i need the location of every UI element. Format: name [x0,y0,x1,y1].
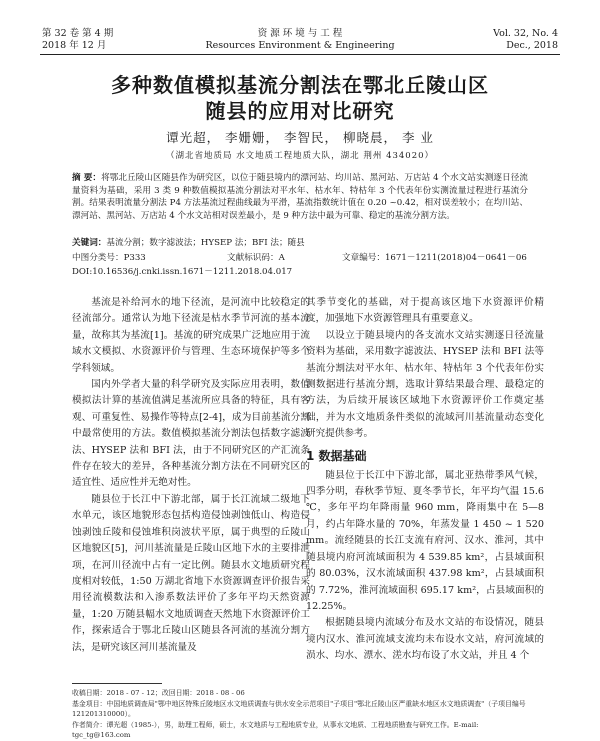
affiliation: （湖北省地质局 水文地质工程地质大队，湖北 荆州 434020） [165,151,435,161]
header-right [493,28,558,52]
date-en: Dec., 2018 [506,40,558,51]
volume-issue-cn: 第 32 卷 第 4 期 [42,28,114,39]
body-paragraph: 国内外学者大量的科学研究及实际应用表明，数值模拟法计算的基流值满足基流所应具备的特征，具有客观、可重复性、易操作等特点[2-4]，成为目前基流分割中最常使用的方法。数值模拟基流分割法包括数字滤波法、HYSEP 法和 BFI 法，由于不同研究区的产汇流条件存在较大的差异，各种基流分割方法在不同研究区的适宜性、适应性并无绝对性。 [72,379,310,489]
keywords-text: 基流分割；数字滤波法；HYSEP 法；BFI 法；随县 [106,238,305,248]
clc-number: 中图分类号：P333 [72,253,146,263]
volume-issue-en: Vol. 32, No. 4 [493,28,558,39]
body-paragraph: 以设立于随县境内的各支流水文站实测逐日径流量资料为基础，采用数字滤波法、HYSEP 法和 BFI 法等基流分割法对平水年、枯水年、特枯年 3 个代表年份实测数据进行基流分割，选取计算结果最合理、最稳定的方法，为后续开展该区域地下水资源评价工作奠定基础，并为水文地质条件类似的流域河川基流量动态变化研究提供参考。 [306,329,544,440]
body-column-right [306,295,544,665]
journal-name-cn: 资 源 环 境 与 工 程 [257,28,343,39]
title-line-1: 多种数值模拟基流分割法在鄂北丘陵山区 [111,73,489,97]
title-line-2: 随县的应用对比研究 [205,99,395,123]
paper-title [0,72,600,124]
body-paragraph: 其季节变化的基础，对于提高该区地下水资源评价精度，加强地下水资源管理具有重要意义。 [306,297,544,325]
section-heading: 1 数据基础 [306,448,367,463]
abstract-label: 摘 要： [72,173,102,183]
footnote-divider [72,683,162,684]
footnote-funding: 基金项目：中国地质调查局"鄂中地区特殊丘陵地区水文地质调查与供水安全示范项目"子项目"鄂北丘陵山区严重缺水地区水文地质调查"（子项目编号 121201310000）。 [72,699,526,719]
article-number: 文章编号：1671－1211(2018)04－0641－06 [342,253,527,263]
document-code: 文献标识码：A [227,253,285,263]
footnotes [72,688,528,741]
body-paragraph: 随县位于长江中下游北部，属于长江流域二级地下水单元，该区地貌形态包括构造侵蚀剥蚀低山、构造侵蚀剥蚀丘陵和侵蚀堆积岗波状平原，属于典型的丘陵山区地貌区[5]，河川基流量是丘陵山区地下水的主要排泄项，在河川径流中占有一定比例。随县水文地质研究程度相对较低，1:50 万湖北省地下水资源调查评价报告采用径流模数法和入渗系数法评价了多年平均天然资源量，1:20 万随县幅水文地质调查天然地下水资源评价工作，探索适合于鄂北丘陵山区随县各河流的基流分割方法，是研究该区河川基流量及 [72,493,310,653]
header-divider [40,54,560,55]
keywords-label: 关键词： [72,238,107,248]
body-paragraph: 根据随县境内流域分布及水文站的布设情况，随县境内汉水、淮河流域支流均未布设水文站，府河流域的涢水、均水、漂水、溠水均布设了水文站，并且 4 个 [306,617,544,662]
author-list: 谭光超， 李姗姗， 李智民， 柳晓晨， 李 业 [166,130,434,145]
doi: DOI:10.16536/j.cnki.issn.1671－1211.2018.04.017 [72,267,293,277]
footnote-received: 收稿日期：2018 - 07 - 12；改回日期：2018 - 08 - 06 [72,689,245,697]
journal-name-en: Resources Environment & Engineering [205,40,395,51]
body-paragraph: 基流是补给河水的地下径流，是河流中比较稳定的径流部分。通常认为地下径流是枯水季节河流的基本流量，故称其为基流[1]。基流的研究成果广泛地应用于流域水文模拟、水资源评价与管理、生态环境保护等多个学科领域。 [72,297,310,374]
footnote-author: 作者简介：谭光超（1985-），男，助理工程师，硕士，水文地质与工程地质专业，从事水文地质、工程地质勘查与研究工作。E-mail: tgc_tg@163.com [72,720,479,740]
abstract-text: 将鄂北丘陵山区随县作为研究区，以位于随县境内的漂河站、均川站、黑河站、万店站 4 个水文站实测逐日径流量资料为基础，采用 3 类 9 种数值模拟基流分割法对平水年、枯水年、特枯年 3 个代表年份实测流量过程进行基流分割。结果表明流量分割法 P4 方法基流过程曲线最为平滑，基流指数统计值在 0.20 ~0.42，相对误差较小；在均川站、漂河站、黑河站、万店站 4 个水文站相对误差最小，是 9 种方法中最为可靠、稳定的基流分割方法。 [72,173,528,221]
abstract [72,172,528,222]
date-cn: 2018 年 12 月 [42,40,107,51]
body-column-left [72,295,310,656]
body-paragraph: 随县位于长江中下游北部，属北亚热带季风气候，四季分明，春秋季节短、夏冬季节长，年平均气温 15.6 ℃，多年平均年降雨量 960 mm，降雨集中在 5—8 月，约占年降水量的 70%，年蒸发量 1 450 ~ 1 520 mm。流经随县的长江支流有府河、汉水、淮河，其中随县境内府河流域面积为 4 539.85 km²，占县域面积的 80.03%，汉水流域面积 437.98 km²，占县域面积的 7.72%，淮河流域面积 695.17 km²，占县域面积的 12.25%。 [306,469,544,612]
keywords [72,237,528,250]
